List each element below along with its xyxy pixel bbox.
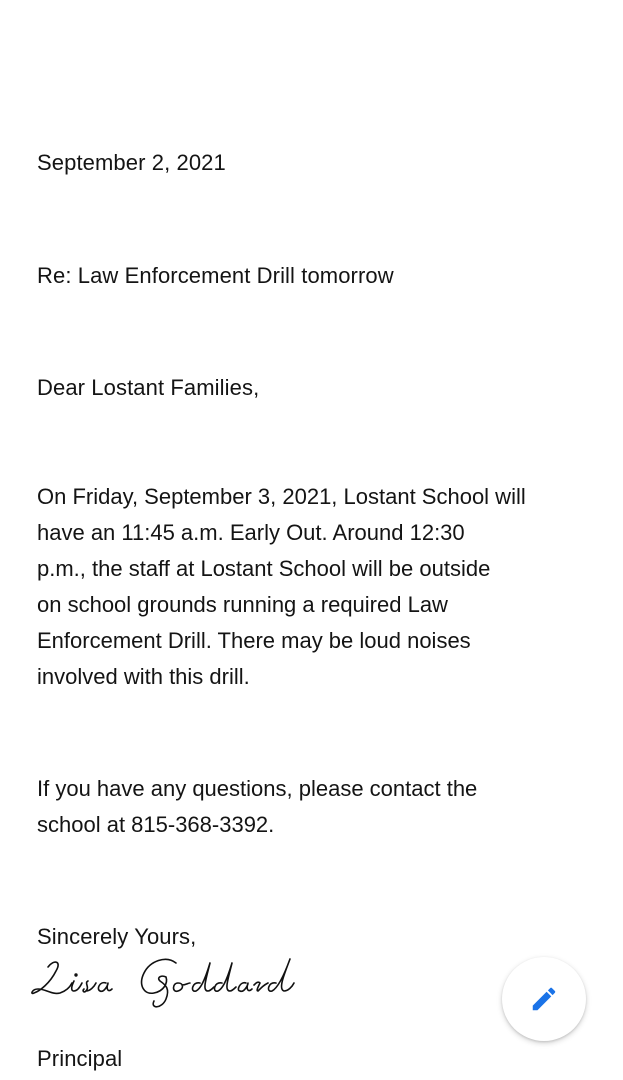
body-line: have an 11:45 a.m. Early Out. Around 12:30 <box>37 520 465 545</box>
letter-greeting: Dear Lostant Families, <box>37 375 260 400</box>
body-line: on school grounds running a required Law <box>37 592 448 617</box>
letter-subject: Re: Law Enforcement Drill tomorrow <box>37 263 394 288</box>
letter-closing: Sincerely Yours, <box>37 924 197 949</box>
letter-contact-paragraph <box>37 771 597 843</box>
body-line: p.m., the staff at Lostant School will be outside <box>37 556 491 581</box>
contact-line: If you have any questions, please contact the <box>37 776 478 801</box>
edit-fab-button[interactable] <box>502 957 586 1041</box>
body-line: involved with this drill. <box>37 664 250 689</box>
letter-body-paragraph <box>37 479 597 695</box>
pencil-edit-icon <box>529 984 559 1014</box>
body-line: Enforcement Drill. There may be loud noises <box>37 628 471 653</box>
letter-date: September 2, 2021 <box>37 150 226 175</box>
body-line: On Friday, September 3, 2021, Lostant School will <box>37 484 526 509</box>
contact-line: school at 815-368-3392. <box>37 812 275 837</box>
signature-image <box>26 953 296 1013</box>
letter-signer-title: Principal <box>37 1046 123 1071</box>
